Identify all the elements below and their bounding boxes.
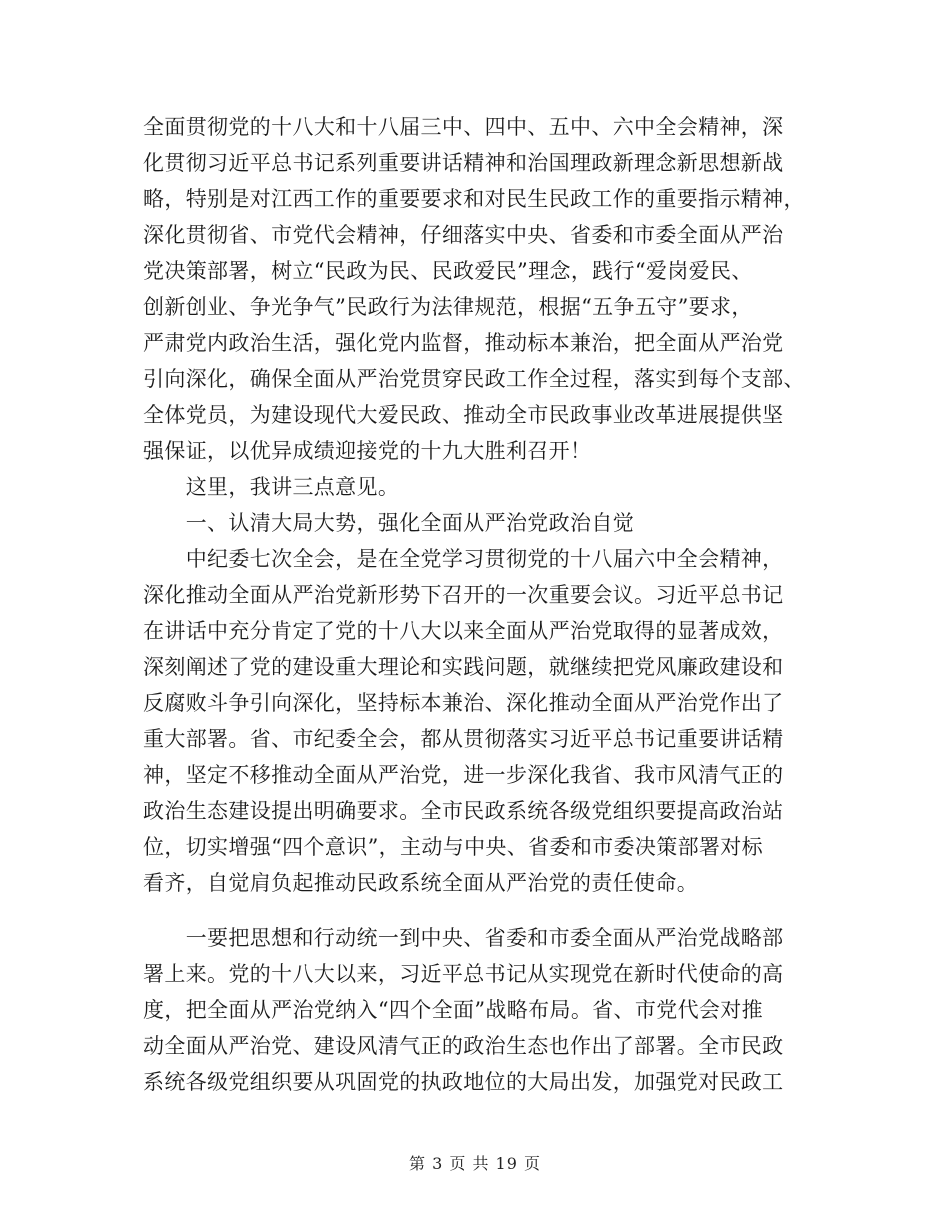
text-line: 一要把思想和行动统一到中央、省委和市委全面从严治党战略部 [143,926,784,950]
text-line: 全体党员，为建设现代大爱民政、推动全市民政事业改革进展提供坚 [143,403,784,427]
text-line: 全面贯彻党的十八大和十八届三中、四中、五中、六中全会精神，深 [143,115,784,139]
text-line: 在讲话中充分肯定了党的十八大以来全面从严治党取得的显著成效， [143,619,784,643]
text-line: 深化贯彻省、市党代会精神，仔细落实中央、省委和市委全面从严治 [143,223,784,247]
page-number-footer: 第 3 页 共 19 页 [409,1154,541,1173]
text-line: 中纪委七次全会，是在全党学习贯彻党的十八届六中全会精神， [143,547,784,571]
text-line: 深刻阐述了党的建设重大理论和实践问题，就继续把党风廉政建设和 [143,655,784,679]
text-line: 创新创业、争光争气”民政行为法律规范，根据“五争五守”要求， [143,295,753,319]
text-line: 政治生态建设提出明确要求。全市民政系统各级党组织要提高政治站 [143,799,784,823]
text-line: 引向深化，确保全面从严治党贯穿民政工作全过程，落实到每个支部、 [143,367,805,391]
text-line: 系统各级党组织要从巩固党的执政地位的大局出发，加强党对民政工 [143,1070,784,1094]
text-line: 动全面从严治党、建设风清气正的政治生态也作出了部署。全市民政 [143,1034,784,1058]
text-line: 这里，我讲三点意见。 [143,475,400,499]
text-line: 位，切实增强“四个意识”，主动与中央、省委和市委决策部署对标 [143,835,763,859]
text-line: 化贯彻习近平总书记系列重要讲话精神和治国理政新理念新思想新战 [143,151,784,175]
text-line: 强保证，以优异成绩迎接党的十九大胜利召开！ [143,439,592,463]
text-line: 看齐，自觉肩负起推动民政系统全面从严治党的责任使命。 [143,871,699,895]
text-line: 深化推动全面从严治党新形势下召开的一次重要会议。习近平总书记 [143,583,784,607]
text-line: 度，把全面从严治党纳入“四个全面”战略布局。省、市党代会对推 [143,998,763,1022]
text-line: 署上来。党的十八大以来，习近平总书记从实现党在新时代使命的高 [143,962,784,986]
section-heading: 一、认清大局大势，强化全面从严治党政治自觉 [143,511,635,535]
text-line: 神，坚定不移推动全面从严治党，进一步深化我省、我市风清气正的 [143,763,784,787]
text-line: 重大部署。省、市纪委全会，都从贯彻落实习近平总书记重要讲话精 [143,727,784,751]
text-line: 严肃党内政治生活，强化党内监督，推动标本兼治，把全面从严治党 [143,331,784,355]
text-line: 反腐败斗争引向深化，坚持标本兼治、深化推动全面从严治党作出了 [143,691,784,715]
text-line: 略，特别是对江西工作的重要要求和对民生民政工作的重要指示精神， [143,187,805,211]
text-line: 党决策部署，树立“民政为民、民政爱民”理念，践行“爱岗爱民、 [143,259,753,283]
